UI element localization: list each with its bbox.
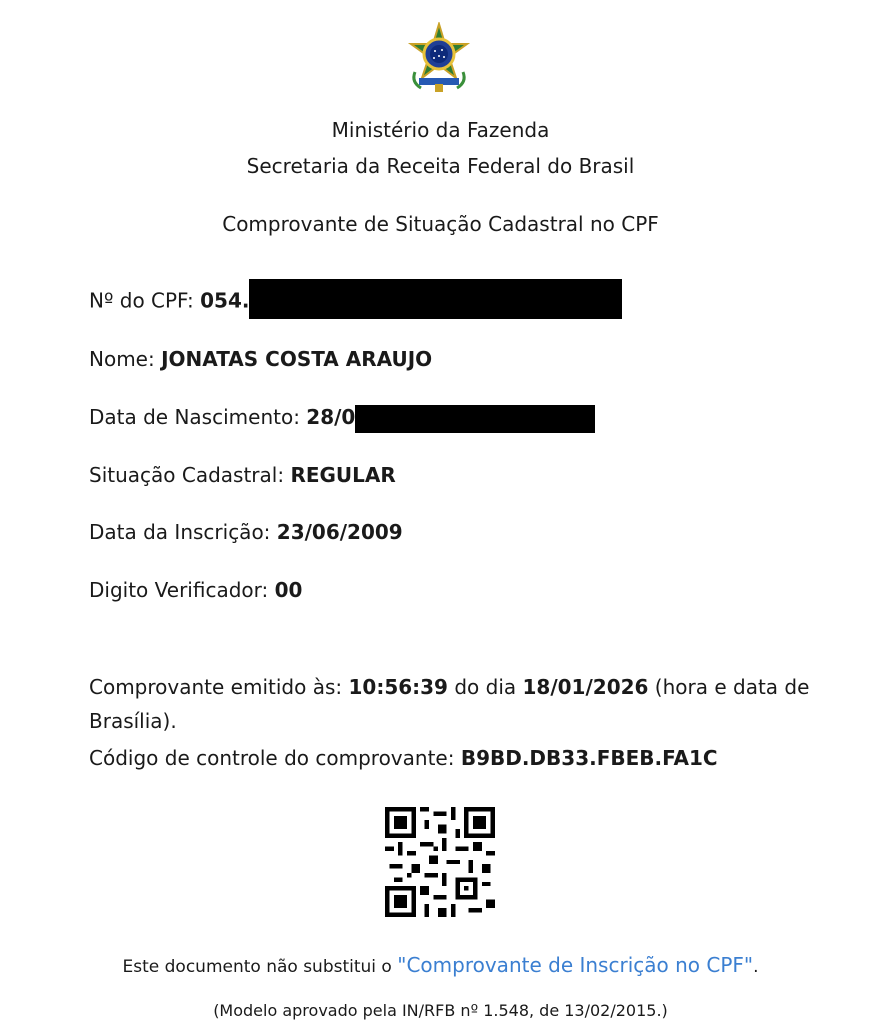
secretariat-title: Secretaria da Receita Federal do Brasil [246, 154, 635, 178]
inscription-label: Data da Inscrição: [89, 520, 271, 544]
status-label: Situação Cadastral: [89, 463, 285, 487]
issued-middle: do dia [454, 675, 517, 699]
notice-end: . [753, 957, 759, 977]
qr-code [385, 807, 495, 917]
digit-value: 00 [274, 578, 303, 602]
status-value: REGULAR [290, 463, 396, 487]
birth-value: 28/0 [306, 405, 356, 429]
notice-text: Este documento não substitui o [122, 957, 392, 977]
name-label: Nome: [89, 347, 155, 371]
status-row [89, 461, 396, 489]
redaction-bar [355, 405, 595, 433]
inscription-row [89, 518, 403, 546]
notice-line [0, 951, 881, 981]
cpf-row [89, 285, 622, 319]
cpf-label: Nº do CPF: [89, 288, 194, 313]
ministry-title: Ministério da Fazenda [331, 118, 550, 142]
birth-label: Data de Nascimento: [89, 405, 300, 429]
birth-row [89, 403, 595, 433]
inscription-value: 23/06/2009 [276, 520, 403, 544]
issued-time: 10:56:39 [348, 675, 448, 699]
document-title: Comprovante de Situação Cadastral no CPF [222, 212, 659, 236]
issued-prefix: Comprovante emitido às: [89, 675, 343, 699]
redaction-bar [249, 279, 622, 319]
cpf-value: 054. [200, 288, 250, 313]
issued-date: 18/01/2026 [522, 675, 649, 699]
digit-row [89, 576, 302, 604]
digit-label: Digito Verificador: [89, 578, 269, 602]
coat-of-arms-emblem [405, 22, 473, 96]
name-value: JONATAS COSTA ARAUJO [161, 347, 433, 371]
control-code: B9BD.DB33.FBEB.FA1C [460, 746, 718, 770]
issued-paragraph [89, 670, 839, 738]
name-row [89, 345, 432, 373]
control-row [89, 744, 718, 772]
model-note: (Modelo aprovado pela IN/RFB nº 1.548, de 13/02/2015.) [213, 1001, 668, 1020]
issued-suffix: (hora e data de Brasília). [89, 675, 810, 733]
inscription-proof-link[interactable]: "Comprovante de Inscrição no CPF" [397, 953, 754, 977]
control-label: Código de controle do comprovante: [89, 746, 455, 770]
